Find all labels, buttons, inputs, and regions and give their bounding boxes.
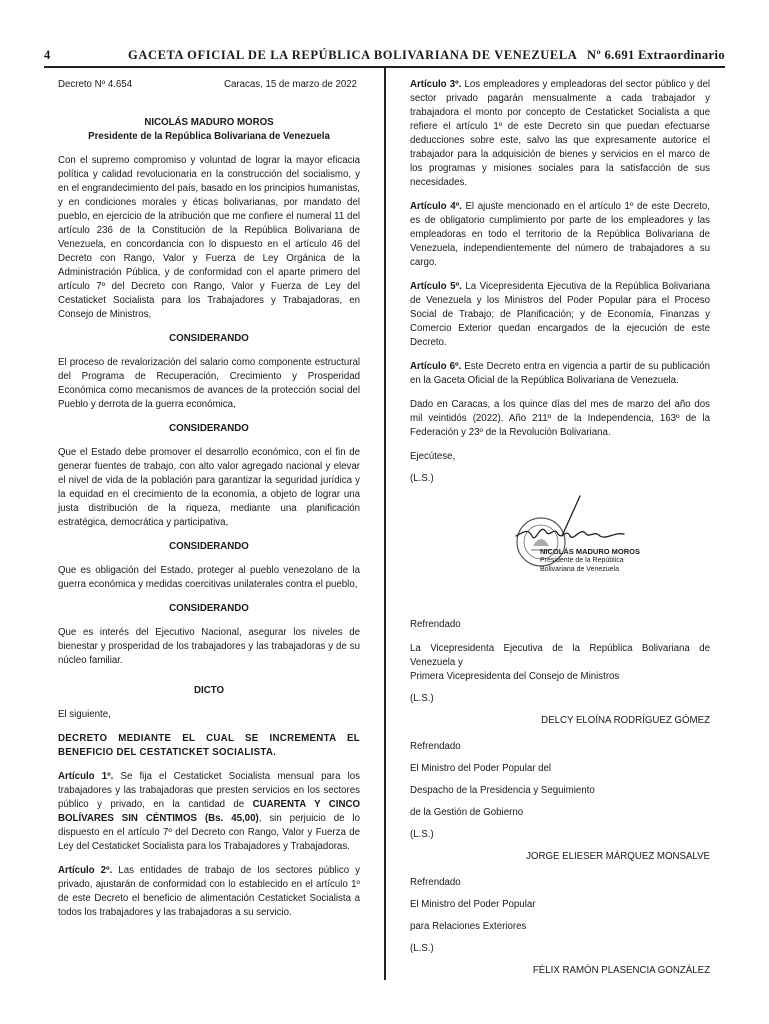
edition-number: Nº 6.691 Extraordinario (587, 48, 725, 62)
vp-name: DELCY ELOÍNA RODRÍGUEZ GÓMEZ (541, 715, 710, 726)
article-3-label: Artículo 3º. (410, 79, 462, 90)
refrendado-label: Refrendado (410, 741, 461, 752)
article-1-amount: CUARENTA Y CINCO BOLÍVARES SIN CÉNTIMOS (Bs. 45,00) (58, 799, 360, 824)
considerando-heading: CONSIDERANDO (169, 423, 249, 434)
considerando-paragraph: Que el Estado debe promover el desarrollo económico, con el fin de generar fuentes de trabajo, con alto valor agregado nacional y elevar el nivel de vida de la población para garantizar la seguridad jurídica y la equidad en el crecimiento de la economía, a objeto de lograr una justa distribución de la riqueza, mediante una planificación estratégica, democrática y participativa, (58, 447, 360, 528)
dado-paragraph: Dado en Caracas, a los quince días del mes de marzo del año dos mil veintidós (2022). Año 211º de la Independencia, 163º de la Federación y 23º de la Revolución Bolivariana. (410, 399, 710, 438)
decree-title: DECRETO MEDIANTE EL CUAL SE INCREMENTA EL BENEFICIO DEL CESTATICKET SOCIALISTA. (58, 733, 360, 758)
page-number: 4 (44, 48, 51, 62)
signature-name: NICOLÁS MADURO MOROS (540, 547, 640, 556)
considerando-paragraph: El proceso de revalorización del salario como componente estructural del Programa de Recuperación, Crecimiento y Prosperidad Económica como mecanismos de avances de la protección social del Pueblo y derrota de la guerra económica, (58, 357, 360, 410)
president-signature-block (410, 492, 710, 610)
article-2-text: Las entidades de trabajo de los sectores público y privado, ajustarán de conformidad con lo establecido en el artículo 1º de este Decreto el beneficio de alimentación Cestaticket Socialista a todos los trabajadores y las trabajadoras a su servicio. (58, 865, 360, 918)
article-1 (58, 770, 360, 854)
president-name: NICOLÁS MADURO MOROS (144, 117, 274, 128)
president-title: Presidente de la República Bolivariana de Venezuela (88, 131, 330, 142)
gazette-header (44, 48, 725, 68)
left-column (58, 78, 360, 920)
preamble-paragraph: Con el supremo compromiso y voluntad de lograr la mayor eficacia política y calidad revolucionaria en la construcción del socialismo, y en el engrandecimiento del país, basado en los principios humanistas, y en condiciones morales y éticas bolivarianas, por mandato del pueblo, en ejercicio de la atribución que me confiere el numeral 11 del artículo 236 de la Constitución de la República Bolivariana de Venezuela, en concordancia con lo dispuesto en el artículo 46 del Decreto con Rango, Valor y Fuerza de Ley Orgánica de la Administración Pública, y de conformidad con el aparte primero del artículo 7º del Decreto con Rango, Valor y Fuerza de Ley del Cestaticket Socialista para los Trabajadores y Trabajadoras, en Consejo de Ministros, (58, 155, 360, 320)
column-divider (384, 68, 386, 980)
refrendado-label: Refrendado (410, 877, 461, 888)
vp-title-2: Primera Vicepresidenta del Consejo de Ministros (410, 671, 620, 682)
minister-1-title-1: El Ministro del Poder Popular del (410, 763, 552, 774)
considerando-heading: CONSIDERANDO (169, 541, 249, 552)
ls-mark: (L.S.) (410, 473, 434, 484)
minister-2-title-2: para Relaciones Exteriores (410, 921, 527, 932)
ejecutese-text: Ejecútese, (410, 451, 456, 462)
gazette-title: GACETA OFICIAL DE LA REPÚBLICA BOLIVARIANA DE VENEZUELA (128, 48, 578, 62)
article-5 (410, 280, 710, 350)
article-2-label: Artículo 2º. (58, 865, 113, 876)
ls-mark: (L.S.) (410, 943, 434, 954)
ls-mark: (L.S.) (410, 829, 434, 840)
signature-icon (510, 492, 650, 552)
minister-1-name: JORGE ELIESER MÁRQUEZ MONSALVE (526, 851, 710, 862)
president-heading (58, 116, 360, 144)
article-5-text: La Vicepresidenta Ejecutiva de la República Bolivariana de Venezuela y los Ministros del Poder Popular para el Proceso Social de Trabajo; de Planificación; y de Economía, Finanzas y Comercio Exterior quedan encargados de la ejecución de este Decreto. (410, 281, 710, 348)
article-3-text: Los empleadores y empleadoras del sector público y del sector privado pagarán mensualmente a cada trabajador y trabajadora el monto por concepto de Cestaticket Socialista a que refiere el artículo 1º de este Decreto sin que puedan efectuarse deducciones sobre este, salvo las que expresamente autorice el trabajador para la adquisición de bienes y servicios en el marco de los programas y misiones sociales para la satisfacción de sus necesidades. (410, 79, 710, 188)
article-4 (410, 200, 710, 270)
decree-number: Decreto Nº 4.654 (58, 79, 133, 90)
considerando-heading: CONSIDERANDO (169, 333, 249, 344)
signature-caption (540, 547, 640, 574)
article-4-text: El ajuste mencionado en el artículo 1º de este Decreto, es de obligatorio cumplimiento por parte de los empleadores y las empleadoras en todo el territorio de la República Bolivariana de Venezuela, independientemente del número de trabajadores a su cargo. (410, 201, 710, 268)
article-1-text: Se fija el Cestaticket Socialista mensual para los trabajadores y las trabajadoras que presten servicios en los sectores público y privado, en la cantidad de (58, 771, 360, 810)
article-1-label: Artículo 1º. (58, 771, 114, 782)
vp-title-1: La Vicepresidenta Ejecutiva de la República Bolivariana de Venezuela y (410, 643, 710, 668)
article-6-label: Artículo 6º. (410, 361, 462, 372)
right-column (410, 78, 710, 978)
considerando-heading: CONSIDERANDO (169, 603, 249, 614)
article-1-text-end: , sin perjuicio de lo dispuesto en el artículo 7º del Decreto con Rango, Valor y Fuerza de Ley del Cestaticket Socialista para los Trabajadores y Trabajadoras. (58, 813, 360, 852)
article-5-label: Artículo 5º. (410, 281, 462, 292)
article-6-text: Este Decreto entra en vigencia a partir de su publicación en la Gaceta Oficial de la República Bolivariana de Venezuela. (410, 361, 710, 386)
signature-title-2: Bolivariana de Venezuela (540, 566, 620, 573)
minister-2-name: FÉLIX RAMÓN PLASENCIA GONZÁLEZ (532, 965, 710, 976)
dicto-heading: DICTO (194, 685, 224, 696)
considerando-paragraph: Que es obligación del Estado, proteger al pueblo venezolano de la guerra económica y medidas coercitivas unilaterales contra el pueblo, (58, 565, 360, 590)
minister-2-title-1: El Ministro del Poder Popular (410, 899, 536, 910)
siguiente-text: El siguiente, (58, 709, 111, 720)
signature-title-1: Presidente de la República (540, 557, 624, 564)
article-2 (58, 864, 360, 920)
article-3 (410, 78, 710, 190)
ls-mark: (L.S.) (410, 693, 434, 704)
refrendado-label: Refrendado (410, 619, 461, 630)
article-6 (410, 360, 710, 388)
decree-line (58, 78, 360, 92)
minister-1-title-3: de la Gestión de Gobierno (410, 807, 524, 818)
decree-date: Caracas, 15 de marzo de 2022 (224, 79, 358, 90)
minister-1-title-2: Despacho de la Presidencia y Seguimiento (410, 785, 595, 796)
considerando-paragraph: Que es interés del Ejecutivo Nacional, asegurar los niveles de bienestar y prosperidad de los trabajadores y las trabajadoras y de su núcleo familiar. (58, 627, 360, 666)
article-4-label: Artículo 4º. (410, 201, 462, 212)
